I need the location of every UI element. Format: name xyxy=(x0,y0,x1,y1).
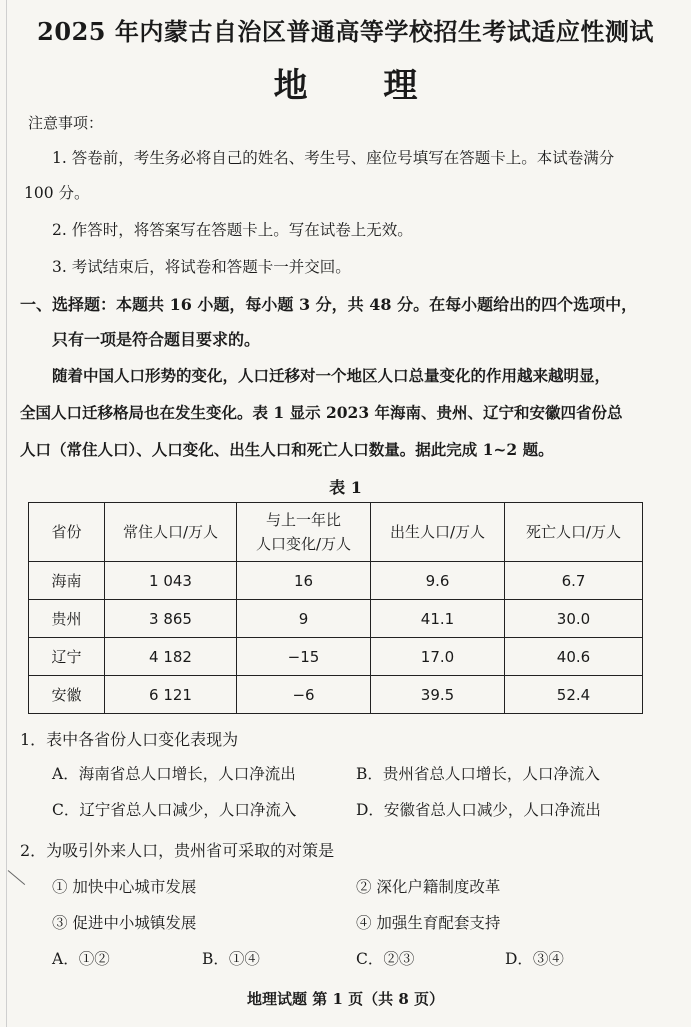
question-2-statement-4: ④ 加强生育配套支持 xyxy=(356,914,501,932)
table-row xyxy=(29,562,643,600)
question-1-option-d: D．安徽省总人口减少，人口净流出 xyxy=(356,801,601,819)
question-2-option-a: A．①② xyxy=(52,950,110,968)
cell-births: 39.5 xyxy=(371,676,505,714)
notice-item-1-line-1: 1. 答卷前，考生务必将自己的姓名、考生号、座位号填写在答题卡上。本试卷满分 xyxy=(52,149,615,167)
question-2-statement-3: ③ 促进中小城镇发展 xyxy=(52,914,197,932)
subject-char-2: 理 xyxy=(383,66,418,106)
question-2-stem: 2．为吸引外来人口，贵州省可采取的对策是 xyxy=(20,841,335,860)
notice-heading: 注意事项： xyxy=(28,114,104,132)
cell-change: −6 xyxy=(237,676,371,714)
question-2-option-b: B．①④ xyxy=(202,950,260,968)
cell-births: 9.6 xyxy=(371,562,505,600)
cell-province: 海南 xyxy=(29,562,105,600)
question-2-option-c: C．②③ xyxy=(356,950,415,968)
pencil-mark xyxy=(8,870,25,885)
page-margin-line xyxy=(6,0,7,1027)
passage-line-2: 全国人口迁移格局也在发生变化。表 1 显示 2023 年海南、贵州、辽宁和安徽四省份总 xyxy=(20,403,623,422)
page-footer: 地理试题 第 1 页（共 8 页） xyxy=(247,990,444,1008)
section-1-line-1: 一、选择题：本题共 16 小题，每小题 3 分，共 48 分。在每小题给出的四个选项中， xyxy=(20,295,638,314)
question-1-stem: 1．表中各省份人口变化表现为 xyxy=(20,730,239,749)
cell-change: 16 xyxy=(237,562,371,600)
cell-births: 17.0 xyxy=(371,638,505,676)
header-births: 出生人口/万人 xyxy=(371,503,505,562)
cell-population: 6 121 xyxy=(105,676,237,714)
section-1-line-2: 只有一项是符合题目要求的。 xyxy=(52,330,261,349)
header-province: 省份 xyxy=(29,503,105,562)
cell-population: 3 865 xyxy=(105,600,237,638)
passage-line-1: 随着中国人口形势的变化，人口迁移对一个地区人口总量变化的作用越来越明显， xyxy=(52,366,611,385)
question-2-statement-1: ① 加快中心城市发展 xyxy=(52,878,197,896)
cell-change: 9 xyxy=(237,600,371,638)
cell-deaths: 30.0 xyxy=(505,600,643,638)
header-deaths: 死亡人口/万人 xyxy=(505,503,643,562)
passage-line-3: 人口（常住人口）、人口变化、出生人口和死亡人口数量。据此完成 1~2 题。 xyxy=(20,440,554,459)
question-1-option-a: A．海南省总人口增长，人口净流出 xyxy=(52,765,296,783)
notice-item-3: 3. 考试结束后，将试卷和答题卡一并交回。 xyxy=(52,258,351,276)
table-row xyxy=(29,638,643,676)
cell-population: 1 043 xyxy=(105,562,237,600)
table-caption: 表 1 xyxy=(329,478,362,497)
notice-item-2: 2. 作答时，将答案写在答题卡上。写在试卷上无效。 xyxy=(52,221,413,239)
population-table xyxy=(28,502,643,714)
cell-deaths: 40.6 xyxy=(505,638,643,676)
cell-province: 贵州 xyxy=(29,600,105,638)
cell-change: −15 xyxy=(237,638,371,676)
question-1-option-b: B．贵州省总人口增长，人口净流入 xyxy=(356,765,600,783)
subject-char-1: 地 xyxy=(273,66,308,106)
header-population: 常住人口/万人 xyxy=(105,503,237,562)
cell-deaths: 6.7 xyxy=(505,562,643,600)
table-row xyxy=(29,676,643,714)
cell-population: 4 182 xyxy=(105,638,237,676)
header-change: 与上一年比 人口变化/万人 xyxy=(237,503,371,562)
cell-province: 安徽 xyxy=(29,676,105,714)
question-2-option-d: D．③④ xyxy=(505,950,564,968)
table-row xyxy=(29,600,643,638)
cell-births: 41.1 xyxy=(371,600,505,638)
cell-province: 辽宁 xyxy=(29,638,105,676)
subject-title xyxy=(0,58,691,107)
notice-item-1-line-2: 100 分。 xyxy=(24,184,90,202)
table-header-row xyxy=(29,503,643,562)
cell-deaths: 52.4 xyxy=(505,676,643,714)
question-1-option-c: C．辽宁省总人口减少，人口净流入 xyxy=(52,801,297,819)
exam-title: 2025 年内蒙古自治区普通高等学校招生考试适应性测试 xyxy=(37,17,654,46)
question-2-statement-2: ② 深化户籍制度改革 xyxy=(356,878,501,896)
